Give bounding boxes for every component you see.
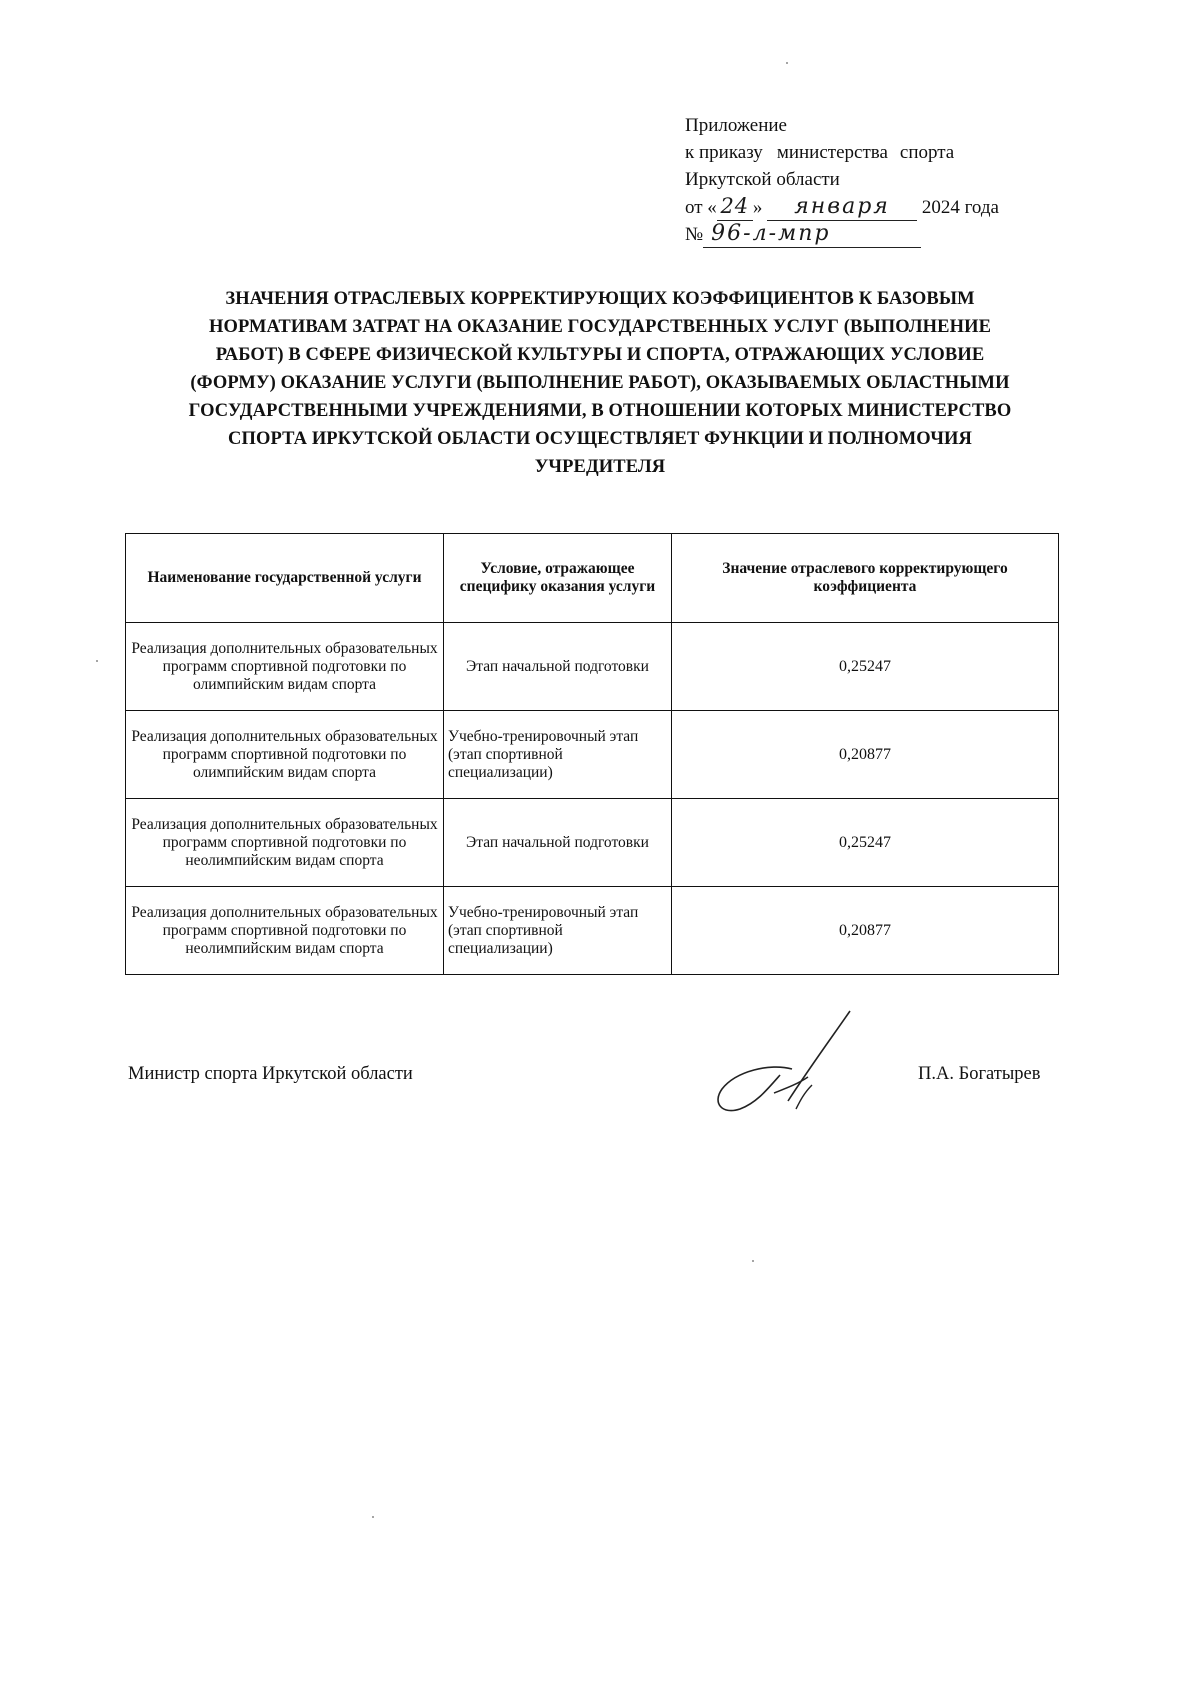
appendix-order-word-2: министерства (776, 142, 888, 163)
appendix-block (685, 112, 1025, 247)
cell-condition: Учебно-тренировочный этап (этап спортивной специализации) (444, 887, 672, 975)
cell-value: 0,20877 (672, 711, 1059, 799)
cell-value: 0,25247 (672, 623, 1059, 711)
table-row (126, 799, 1059, 887)
cell-service: Реализация дополнительных образовательных программ спортивной подготовки по олимпийским видам спорта (126, 711, 444, 799)
header-service: Наименование государственной услуги (126, 534, 444, 623)
appendix-order-word-1: к приказу (685, 142, 763, 163)
date-month-handwritten: января (767, 193, 917, 221)
cell-value: 0,25247 (672, 799, 1059, 887)
header-condition: Условие, отражающее специфику оказания услуги (444, 534, 672, 623)
cell-value: 0,20877 (672, 887, 1059, 975)
coefficients-table-wrap (125, 533, 1058, 975)
signatory-position: Министр спорта Иркутской области (128, 1064, 413, 1084)
appendix-label: Приложение (685, 115, 787, 136)
cell-condition: Учебно-тренировочный этап (этап спортивной специализации) (444, 711, 672, 799)
table-header-row (126, 534, 1059, 623)
date-year: 2024 года (921, 197, 999, 218)
signatory-name: П.А. Богатырев (918, 1064, 1041, 1084)
cell-condition: Этап начальной подготовки (444, 799, 672, 887)
appendix-order-line (685, 139, 1025, 166)
title-line: НОРМАТИВАМ ЗАТРАТ НА ОКАЗАНИЕ ГОСУДАРСТВЕННЫХ УСЛУГ (ВЫПОЛНЕНИЕ (208, 317, 992, 337)
appendix-region: Иркутской области (685, 169, 840, 190)
table-row (126, 711, 1059, 799)
appendix-order-word-3: спорта (899, 142, 955, 163)
appendix-number-line (685, 220, 1025, 247)
header-value: Значение отраслевого корректирующего коэффициента (672, 534, 1059, 623)
number-prefix: № (685, 224, 704, 245)
cell-service: Реализация дополнительных образовательных программ спортивной подготовки по неолимпийским видам спорта (126, 799, 444, 887)
appendix-date-line (685, 193, 1025, 220)
title-line: (ФОРМУ) ОКАЗАНИЕ УСЛУГИ (ВЫПОЛНЕНИЕ РАБОТ), ОКАЗЫВАЕМЫХ ОБЛАСТНЫМИ (190, 373, 1010, 393)
title-line: ГОСУДАРСТВЕННЫМИ УЧРЕЖДЕНИЯМИ, В ОТНОШЕНИИ КОТОРЫХ МИНИСТЕРСТВО (188, 401, 1012, 421)
number-handwritten: 96-л-мпр (703, 220, 921, 248)
cell-condition: Этап начальной подготовки (444, 623, 672, 711)
cell-service: Реализация дополнительных образовательных программ спортивной подготовки по олимпийским видам спорта (126, 623, 444, 711)
date-mid: » (752, 197, 763, 218)
document-title (130, 285, 1070, 481)
coefficients-table (125, 533, 1059, 975)
title-line: УЧРЕДИТЕЛЯ (534, 457, 666, 477)
title-line: СПОРТА ИРКУТСКОЙ ОБЛАСТИ ОСУЩЕСТВЛЯЕТ ФУНКЦИИ И ПОЛНОМОЧИЯ (228, 429, 972, 449)
title-line: ЗНАЧЕНИЯ ОТРАСЛЕВЫХ КОРРЕКТИРУЮЩИХ КОЭФФИЦИЕНТОВ К БАЗОВЫМ (225, 289, 975, 309)
date-prefix: от « (685, 197, 717, 218)
date-day-handwritten: 24 (717, 193, 753, 221)
table-row (126, 623, 1059, 711)
title-line: РАБОТ) В СФЕРЕ ФИЗИЧЕСКОЙ КУЛЬТУРЫ И СПОРТА, ОТРАЖАЮЩИХ УСЛОВИЕ (215, 345, 985, 365)
cell-service: Реализация дополнительных образовательных программ спортивной подготовки по неолимпийским видам спорта (126, 887, 444, 975)
signature-mark (700, 1005, 860, 1125)
table-row (126, 887, 1059, 975)
